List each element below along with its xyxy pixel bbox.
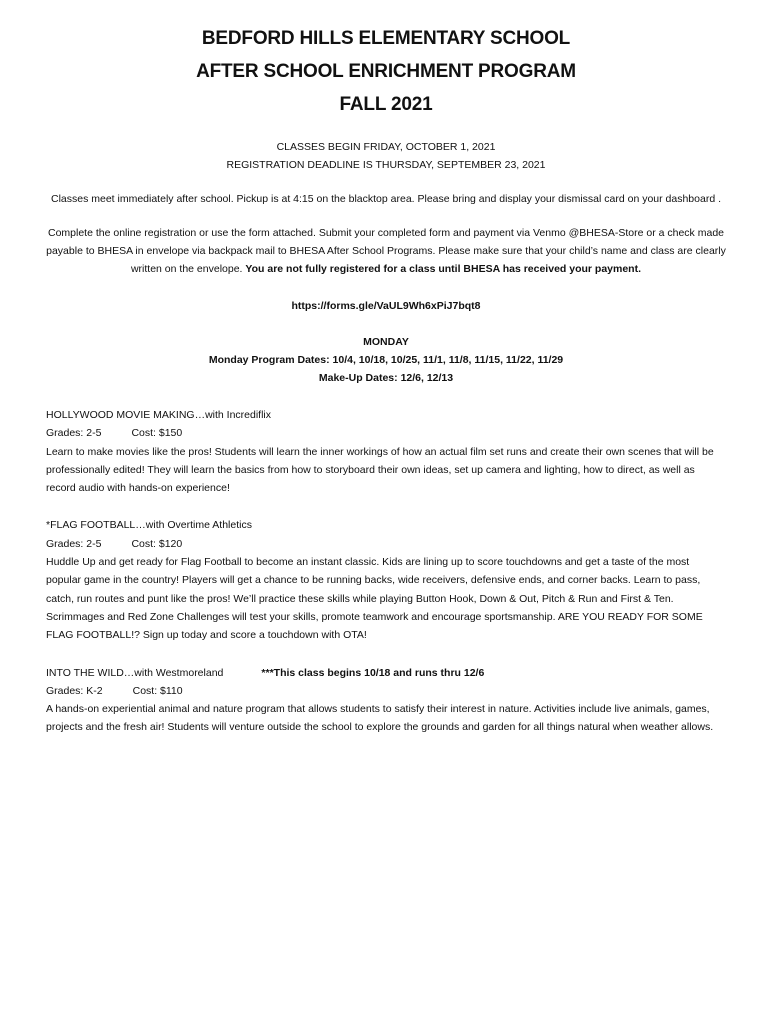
registration-text: Complete the online registration or use the form attached. Submit your completed form and payment via Venmo @BHESA-Store or a check made payable to BHESA in envelope via backpack mail to BHESA After School Programs. Please make sure that your child’s name and class are clearly written on the envelope. <box>46 227 726 275</box>
class-description: A hands-on experiential animal and nature program that allows students to satisfy their interest in nature. Activities include live animals, games, projects and the fresh air! Students will venture outside the school to explore the grounds and garden for all things natural when weather allows. <box>46 703 714 734</box>
class-cost: Cost: $120 <box>131 537 183 550</box>
makeup-dates: Make-Up Dates: 12/6, 12/13 <box>318 372 454 384</box>
class-entry-movie-making <box>46 406 726 497</box>
school-name: BEDFORD HILLS ELEMENTARY SCHOOL <box>201 28 571 49</box>
class-cost: Cost: $110 <box>132 684 183 697</box>
class-start-note: ***This class begins 10/18 and runs thru 12/6 <box>261 666 485 679</box>
class-description: Huddle Up and get ready for Flag Football to become an instant classic. Kids are lining up to score touchdowns and get a taste of the most popular game in the country! Players will get a chance to be running backs, wide receivers, defensive ends, and corner backs. Learn to pass, catch, run routes and punt like the pros! We’ll practice these skills while playing Button Hook, Down & Out, Pitch & Run and First & Ten. Scrimmages and Red Zone Challenges will test your skills, promote teamwork and encourage sportsmanship. ARE YOU READY FOR SOME FLAG FOOTBALL!? Sign up today and score a touchdown with OTA! <box>46 556 703 642</box>
day-heading: MONDAY <box>363 336 409 348</box>
classes-begin-date: CLASSES BEGIN FRIDAY, OCTOBER 1, 2021 <box>276 141 496 153</box>
registration-warning: You are not fully registered for a class until BHESA has received your payment. <box>245 263 642 275</box>
class-grades: Grades: K-2 <box>46 684 103 697</box>
monday-schedule <box>46 333 726 387</box>
class-title: *FLAG FOOTBALL…with Overtime Athletics <box>46 519 252 532</box>
class-entry-into-the-wild <box>46 664 726 737</box>
class-entry-flag-football <box>46 516 726 644</box>
class-grades: Grades: 2-5 <box>46 537 102 550</box>
registration-form-link[interactable]: https://forms.gle/VaUL9Wh6xPiJ7bqt8 <box>291 300 481 312</box>
pickup-paragraph: Classes meet immediately after school. Pickup is at 4:15 on the blacktop area. Please bring and display your dismissal card on your dashboard . <box>50 193 722 205</box>
program-name: AFTER SCHOOL ENRICHMENT PROGRAM <box>196 61 576 82</box>
class-description: Learn to make movies like the pros! Students will learn the inner workings of how an actual film set runs and create their own scenes that will be professionally edited! They will learn the basics from how to storyboard their own ideas, set up camera and lighting, how to direct, as well as record audio with hands-on experience! <box>46 445 714 495</box>
class-title: INTO THE WILD…with Westmoreland <box>46 666 224 679</box>
document-title <box>46 22 726 121</box>
season-label: FALL 2021 <box>339 94 433 115</box>
class-title: HOLLYWOOD MOVIE MAKING…with Incrediflix <box>46 409 272 421</box>
class-cost: Cost: $150 <box>131 427 183 440</box>
key-dates <box>46 138 726 174</box>
program-dates: Monday Program Dates: 10/4, 10/18, 10/25, 11/1, 11/8, 11/15, 11/22, 11/29 <box>208 354 564 366</box>
registration-deadline: REGISTRATION DEADLINE IS THURSDAY, SEPTEMBER 23, 2021 <box>226 159 546 171</box>
registration-paragraph <box>46 224 726 278</box>
class-grades: Grades: 2-5 <box>46 427 102 440</box>
